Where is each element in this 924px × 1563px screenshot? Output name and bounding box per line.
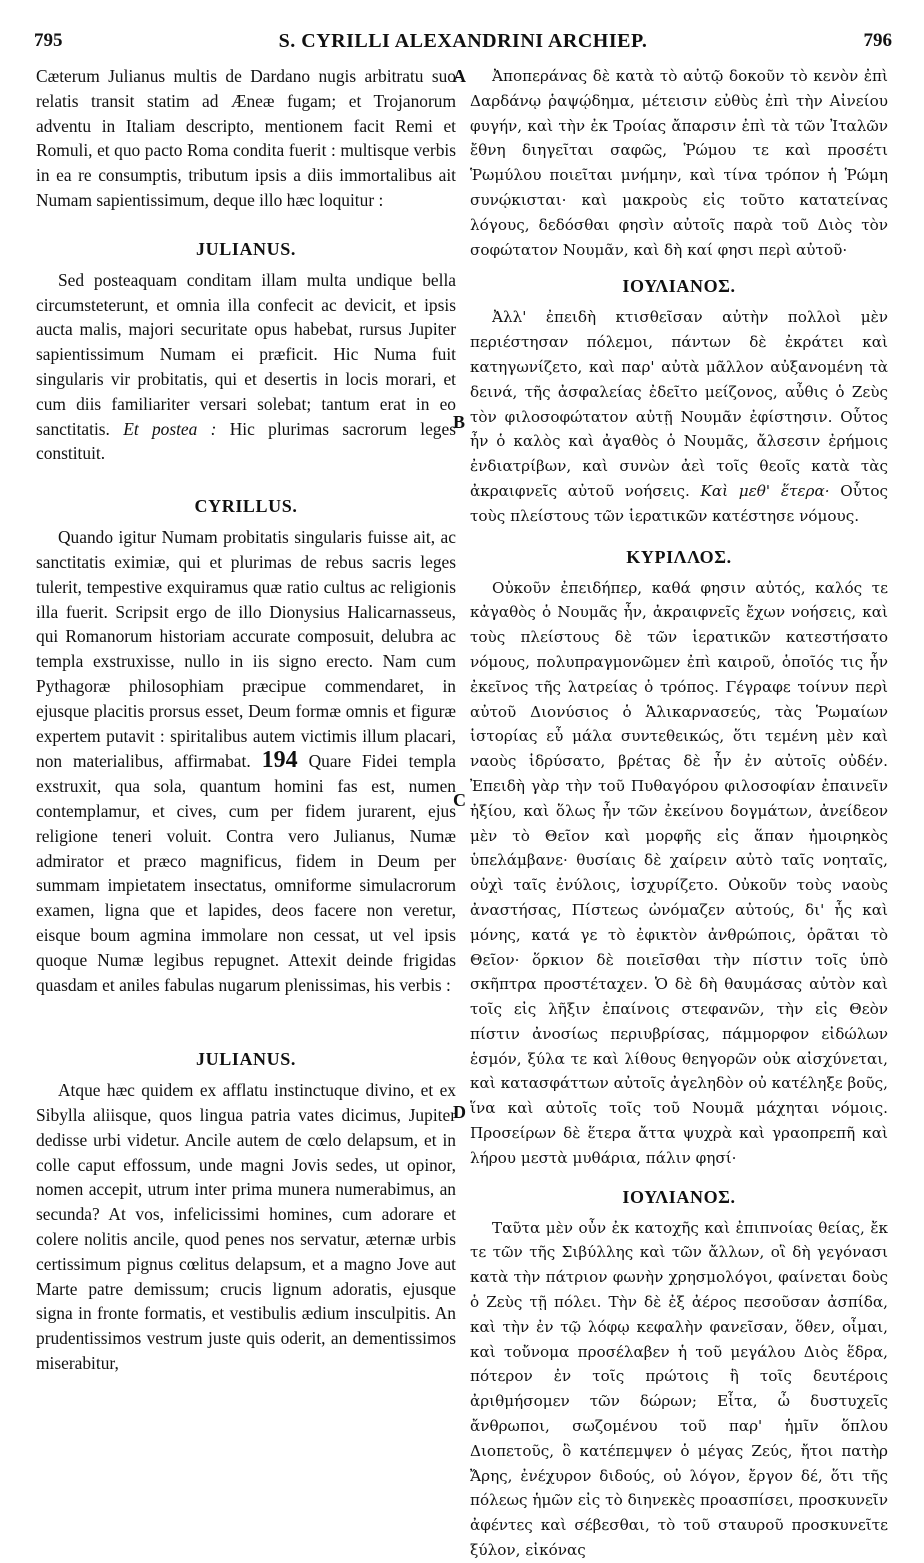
latin-julianus-paragraph-2: Atque hæc quidem ex afflatu instinctuque divino, et ex Sibylla aliisque, quos lingua patria vates dicimus, Jupiter dedisse urbi videtur. Ancile autem de cœlo delapsum, et in colle caput effossum, unde magni Jovis sedes, ut opinor, nomen accepit, utrum inter prima munera numerabimus, an secunda? At vos, infelicissimi homines, cum adorare et colere nolitis ancile, quod penes nos servatur, æternæ urbis certissimum pignus cœlitus delapsum, et a magno Jove aut Marte patre demissum; crucis lignum adoratis, ejusque signa in fronte formatis, et vestibulis ædium insculpitis. An prudentissimos vestrum juste quis oderit, an dementissimos miserabitur, [36,1080,456,1374]
greek-column [470,64,888,1563]
latin-cyrillus-tail: Quare Fidei templa exstruxit, qua sola, quantum homini fas est, numen contemplamur, et cives, cum per fidem jurarent, ejus religione teneri voluit. Contra vero Julianus, Numæ admirator et præco magnificus, fidem in Deum per summam impietatem insectatus, omniforme simulacrorum examen, ligna que et lapides, deos facere non veretur, eisque boum agmina immolare non cessat, ut vel ipsis quoque Numæ legibus repugnet. Attexit deinde frigidas quasdam et aniles fabulas nugarum plenissimas, his verbis : [36,751,456,995]
greek-kai-meth-etera: Καὶ μεθ' ἕτερα· [700,481,830,500]
latin-intro-paragraph: Cæterum Julianus multis de Dardano nugis arbitratu suo relatis transit statim ad Æneæ fugam; et Trojanorum adventu in Italiam descripto, mentionem facit Remi et Romuli, et quo pacto Roma condita fuerit : multisque verbis in ea re consumptis, tributum ipsis a diis immortalibus ait Numam sapientissimum, deque illo hæc loquitur : [36,66,456,210]
running-header [34,30,892,58]
latin-julianus-tail-1: Hic plurimas sacrorum leges constituit. [36,418,456,464]
marginal-number: 194 [261,747,298,774]
greek-heading-julianus-2: ΙΟΥΛΙΑΝΟΣ. [622,1186,736,1207]
greek-heading-cyrillus: ΚΥΡΙΛΛΟΣ. [626,546,732,567]
running-title: S. CYRILLI ALEXANDRINI ARCHIEP. [278,30,648,52]
margin-marker-b: B [453,412,466,432]
latin-heading-julianus-1: JULIANUS. [196,238,296,259]
page-number-left: 795 [34,30,63,51]
greek-julianus-tail-1: Οὗτος τοὺς πλείστους τῶν ἱερατικῶν κατέστησε νόμους. [470,481,888,525]
greek-cyrillus-paragraph: Οὐκοῦν ἐπειδήπερ, καθά φησιν αὐτός, καλός τε κἀγαθὸς ὁ Νουμᾶς ἦν, ἀκραιφνεῖς ἔχων νοήσεις, καὶ τοὺς πλείστους δὲ τῶν ἱερατικῶν κατεστήσατο νόμους, πολυπραγμονῶμεν ἐπὶ καιροῦ, ὁποῖός τις ἦν ἐκεῖνος τῆς λατρείας ὁ τρόπος. Γέγραφε τοίνυν περὶ αὐτοῦ Διονύσιος ὁ Ἁλικαρνασεύς, τὰς Ῥωμαίων ἱστορίας εὖ μάλα συντεθεικώς, ὅτι τεμένη μὲν καὶ ναοὺς ἱδρύσατο, βρέτας δὲ ἦν ἐν αὐτοῖς οὐδέν. Ἐπειδὴ γὰρ τὴν τοῦ Πυθαγόρου φιλοσοφίαν ἐπαινεῖν ἠξίου, καὶ ὅλως ἦν τῶν ἐκείνου δογμάτων, ἀνείδεον μὲν τὸ Θεῖον καὶ μορφῆς εἰς ἅπαν ἠμοιρηκὸς ὑπελάμβανε· θυσίαις δὲ χαίρειν αὐτὸ ταῖς νοηταῖς, οὐχὶ ταῖς ἐνύλοις, ἰσχυρίζετο. Οὐκοῦν τοὺς ναοὺς ἀναστήσας, Πίστεως ὠνόμαζεν αὐτούς, δι' ἧς καὶ μόνης, κατά γε τὸ ἐφικτὸν ἀνθρώποις, ὁρᾶται τὸ Θεῖον· ὅρκιον δὲ ποιεῖσθαι τὴν πίστιν τοῖς ὑπὸ σκῆπτρα προστέταχεν. Ὁ δὲ δὴ θαυμάσας αὐτὸν καὶ τοῖς εἰς λῆξιν ἐπαίνοις στεφανῶν, τὴν εἰς Θεὸν πίστιν ἀνοσίως περιυβρίσας, πάμμορφον εἰδώλων ἑσμόν, ξύλα τε καὶ λίθους θεηγορῶν οὐκ αἰσχύνεται, καὶ κατασφάττων αὐτοῖς ἀγεληδὸν οὐ κατέληξε βοῦς, ἵνα καὶ αὐτοῖς τοῖς τοῦ Νουμᾶ μάχηται νόμοις. Προσείρων δὲ ἕτερα ἄττα ψυχρὰ καὶ γραοπρεπῆ καὶ λήρου μεστὰ μυθάρια, πάλιν φησί· [470,578,888,1167]
page-number-right: 796 [863,30,892,51]
latin-julianus-paragraph-1 [36,268,456,466]
latin-heading-cyrillus: CYRILLUS. [194,496,298,517]
greek-julianus-text-1: Ἀλλ' ἐπειδὴ κτισθεῖσαν αὐτὴν πολλοὶ μὲν περιέστησαν πόλεμοι, πάντων δὲ ἐκράτει καὶ κατηγωνίζετο, καὶ παρ' αὐτὰ μᾶλλον αὐξανομένη τὰ δεινά, τῆς ἀσφαλείας ἐδεῖτο μείζονος, αὖθις ὁ Ζεὺς τὸν φιλοσοφώτατον αὐτῇ Νουμᾶν ἐφίστησιν. Οὗτος ἦν ὁ καλὸς καὶ ἀγαθὸς ὁ Νουμᾶς, ἄλσεσιν ἐρήμοις ἐνδιατρίβων, καὶ συνὼν ἀεὶ τοῖς θεοῖς κατὰ τὰς ἀκραιφνεῖς αὐτοῦ νοήσεις. [470,308,888,500]
latin-julianus-text-1: Sed posteaquam conditam illam multa undique bella circumsteterunt, et omnia illa confecit ac devicit, et ipsis aucta malis, majori securitate opus habebat, rursus Jupiter sapientissimum Numam ei præficit. Hic Numa fuit singularis vir probitatis, qui et desertis in locis morari, et cum diis familiariter versari solebat; tantum erat in eo sanctitatis. [36,269,456,439]
greek-intro-paragraph: Ἀποπεράνας δὲ κατὰ τὸ αὐτῷ δοκοῦν τὸ κενὸν ἐπὶ Δαρδάνῳ ῥαψῴδημα, μέτεισιν εὐθὺς ἐπὶ τὴν Αἰνείου φυγήν, καὶ τὴν ἐκ Τροίας ἄπαρσιν ἐπὶ τὰ τῶν Ἰταλῶν ἔθνη διηγεῖται σαφῶς, Ῥώμου τε καὶ προσέτι Ῥωμύλου ποιεῖται μνήμην, καὶ τίνα τρόπον ἡ Ῥώμη συνῴκισται· καὶ μακροὺς εἰς τοῦτο κατατείνας λόγους, δεδόσθαι φησὶν αὐτοῖς παρὰ τοῦ Διὸς τὸν σοφώτατον Νουμᾶν, καὶ δὴ καί φησι περὶ αὐτοῦ· [470,67,888,259]
latin-cyrillus-paragraph [36,525,456,997]
latin-cyrillus-text: Quando igitur Numam probitatis singularis fuisse ait, ac sanctitatis eximiæ, qui et plurimas de rebus sacris leges tulerit, tempestive exquiramus quæ ratio cultus ac religionis illa fuerit. Scripsit ergo de illo Dionysius Halicarnasseus, qui Romanorum historiam accurate composuit, delubra ac templa exstruxisse, nullo in iis signo erecto. Nam cum Pythagoræ philosophiam præcipue commendaret, in ejusque placitis prorsus esset, Deum formæ omnis et figuræ expertem putavit : spiritalibus autem victimis illum placari, non materialibus, affirmabat. [36,527,456,772]
latin-heading-julianus-2: JULIANUS. [196,1049,296,1070]
greek-julianus-paragraph-2: Ταῦτα μὲν οὖν ἐκ κατοχῆς καὶ ἐπιπνοίας θείας, ἔκ τε τῶν τῆς Σιβύλλης καὶ τῶν ἄλλων, οἳ δὴ γεγόνασι κατὰ τὴν πάτριον φωνὴν χρησμολόγοι, φαίνεται δοὺς ὁ Ζεὺς τῇ πόλει. Τὴν δὲ ἐξ ἀέρος πεσοῦσαν ἀσπίδα, καὶ τὴν ἐν τῷ λόφῳ κεφαλὴν φανεῖσαν, ὅθεν, οἶμαι, καὶ τοὔνομα προσέλαβεν ἡ τοῦ μεγάλου Διὸς ἕδρα, πότερον ἐν τοῖς πρώτοις ἢ τοῖς δευτέροις ἀριθμήσομεν τῶν δώρων; Εἶτα, ὦ δυστυχεῖς ἄνθρωποι, σωζομένου τοῦ παρ' ἡμῖν ὅπλου Διοπετοῦς, ὃ κατέπεμψεν ὁ μέγας Ζεύς, ἤτοι πατὴρ Ἄρης, ἐνέχυρον διδούς, οὐ λόγον, ἔργον δέ, ὅτι τῆς πόλεως ἡμῶν εἰς τὸ διηνεκὲς προασπίσει, προσκυνεῖν ἀφέντες καὶ σέβεσθαι, τὸ τοῦ σταυροῦ προσκυνεῖτε ξύλον, εἰκόνας [470,1218,888,1560]
greek-heading-julianus-1: ΙΟΥΛΙΑΝΟΣ. [622,276,736,297]
margin-marker-a: A [453,66,466,86]
margin-marker-c: C [453,790,466,810]
greek-julianus-paragraph-1 [470,305,888,528]
latin-column [36,64,456,1376]
margin-marker-d: D [453,1102,466,1122]
latin-et-postea: Et postea : [123,418,217,439]
